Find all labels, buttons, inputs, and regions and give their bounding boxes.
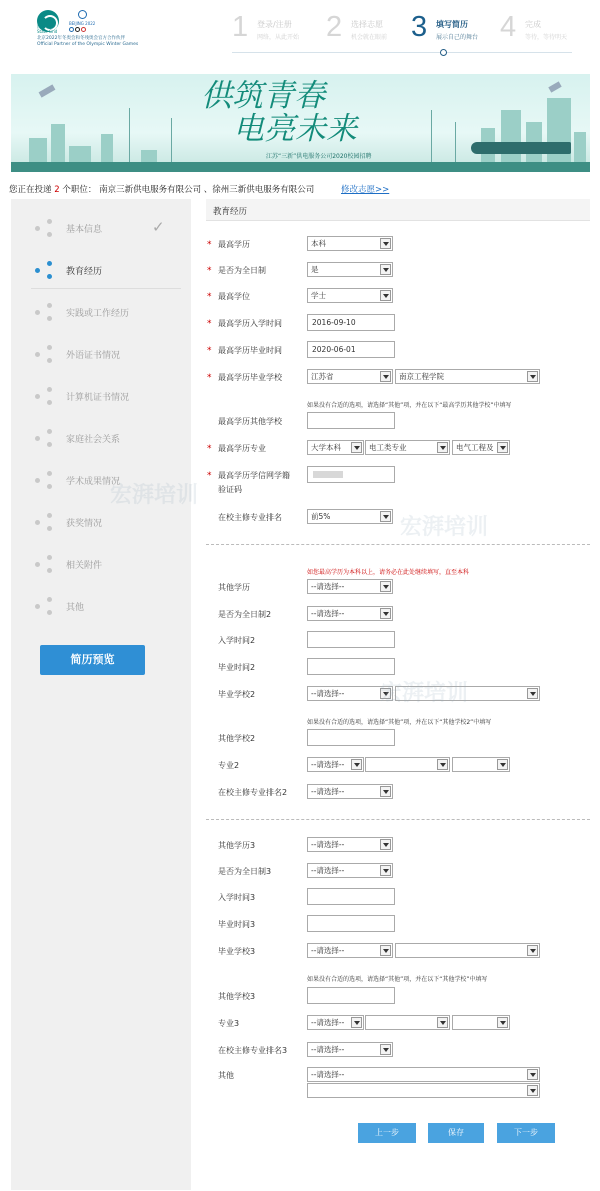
recruitment-banner <box>11 74 590 172</box>
banner-title-1: 供筑青春 <box>201 78 325 114</box>
select-value: 电工类专业 <box>369 443 407 452</box>
sidebar-item-awards[interactable] <box>11 503 191 545</box>
banner-subtitle: 江苏“三新”供电服务公司2020校园招聘 <box>266 153 372 160</box>
school-select[interactable] <box>395 369 540 384</box>
sidebar-item-label: 家庭社会关系 <box>66 435 121 445</box>
step-subtitle: 网络，从此开始 <box>257 34 300 41</box>
rank-3-select[interactable] <box>307 1042 393 1057</box>
sidebar-item-family[interactable] <box>11 419 191 461</box>
full-time-label: 是否为全日制 <box>218 266 266 275</box>
resume-preview-button[interactable]: 简历预览 <box>40 645 145 675</box>
other-degree-3-label: 其他学历3 <box>218 841 256 850</box>
chevron-down-icon <box>380 1044 391 1055</box>
grad-3-label: 毕业时间3 <box>218 920 256 929</box>
school-hint: 如果没有合适的选项，请选择“其他”项，并在以下“最高学历其他学校”中填写 <box>307 402 512 409</box>
step-2 <box>326 12 416 52</box>
select-value: --请选择-- <box>311 582 345 591</box>
chevron-down-icon <box>437 759 448 770</box>
full-time-2-select[interactable] <box>307 606 393 621</box>
chevron-down-icon <box>380 945 391 956</box>
step-number: 1 <box>232 11 249 43</box>
position-line <box>9 183 599 197</box>
full-time-3-label: 是否为全日制3 <box>218 867 272 876</box>
enroll-date-input[interactable]: 2016-09-10 <box>307 314 395 331</box>
select-value: --请选择-- <box>311 946 345 955</box>
sidebar-item-attachments[interactable] <box>11 545 191 587</box>
enroll-2-input[interactable] <box>307 631 395 648</box>
select-value: --请选择-- <box>311 689 345 698</box>
school-2-hint: 如果没有合适的选项，请选择“其他”项，并在以下“其他学校2”中填写 <box>307 719 492 726</box>
position-count: 2 <box>54 185 60 195</box>
grad-date-input[interactable]: 2020-06-01 <box>307 341 395 358</box>
sidebar-item-label: 计算机证书情况 <box>66 393 130 403</box>
select-value: 大学本科 <box>311 443 341 452</box>
share-node-icon <box>35 261 55 279</box>
share-node-icon <box>35 345 55 363</box>
logo-caption-cn: 北京2022年冬奥会和冬残奥会官方合作伙伴 <box>37 36 125 41</box>
prev-step-button[interactable]: 上一步 <box>358 1123 416 1143</box>
watermark-text: 宏湃培训 <box>400 515 489 540</box>
major-2-name-select[interactable] <box>452 757 510 772</box>
sidebar-item-label: 获奖情况 <box>66 519 103 529</box>
chevron-down-icon <box>351 1017 362 1028</box>
step-title: 填写简历 <box>436 20 468 29</box>
building-icon <box>547 98 571 172</box>
required-marker: * <box>207 444 212 454</box>
progress-line <box>232 52 572 53</box>
chevron-down-icon <box>380 238 391 249</box>
share-node-icon <box>35 471 55 489</box>
position-prefix: 您正在投递 <box>9 185 52 195</box>
sidebar-item-label: 学术成果情况 <box>66 477 121 487</box>
sidebar-item-language[interactable] <box>11 335 191 377</box>
logo-caption <box>37 36 137 48</box>
required-marker: * <box>207 471 212 481</box>
major-2-level-select[interactable] <box>307 757 364 772</box>
chevron-down-icon <box>527 1085 538 1096</box>
other-school-label: 最高学历其他学校 <box>218 417 282 426</box>
sidebar-item-label: 其他 <box>66 603 85 613</box>
rank-label: 在校主修专业排名 <box>218 513 282 522</box>
sidebar-item-education[interactable] <box>11 251 191 293</box>
required-marker: * <box>207 266 212 276</box>
chevron-down-icon <box>380 865 391 876</box>
province-2-select[interactable] <box>307 686 393 701</box>
school-3-select[interactable] <box>395 943 540 958</box>
sidebar-item-other[interactable] <box>11 587 191 629</box>
chevron-down-icon <box>351 442 362 453</box>
select-value: 是 <box>311 265 319 274</box>
step-1 <box>232 12 322 52</box>
select-value: --请选择-- <box>311 609 345 618</box>
sidebar-item-basic-info[interactable] <box>11 209 191 251</box>
chevron-down-icon <box>380 371 391 382</box>
chevron-down-icon <box>527 945 538 956</box>
grad-3-input[interactable] <box>307 915 395 932</box>
progress-steps <box>232 12 572 60</box>
sidebar-item-academic[interactable] <box>11 461 191 503</box>
step-title: 完成 <box>525 20 541 29</box>
step-4 <box>500 12 590 52</box>
major-category-select[interactable] <box>365 440 450 455</box>
step-number: 4 <box>500 11 517 43</box>
wind-turbine-icon <box>455 122 456 164</box>
required-marker: * <box>207 240 212 250</box>
major-2-category-select[interactable] <box>365 757 450 772</box>
section-divider <box>206 544 590 545</box>
chevron-down-icon <box>437 442 448 453</box>
enroll-3-input[interactable] <box>307 888 395 905</box>
major-3-name-select[interactable] <box>452 1015 510 1030</box>
share-node-icon <box>35 513 55 531</box>
sidebar-item-label: 基本信息 <box>66 225 103 235</box>
chevron-down-icon <box>380 290 391 301</box>
step-title: 选择志愿 <box>351 20 383 29</box>
chevron-down-icon <box>380 264 391 275</box>
chevron-down-icon <box>380 839 391 850</box>
other-select-1[interactable] <box>307 1067 540 1082</box>
position-companies: 南京三新供电服务有限公司 、徐州三新供电服务有限公司 <box>99 185 315 195</box>
header <box>0 0 600 72</box>
share-node-icon <box>35 597 55 615</box>
checkmark-icon: ✓ <box>152 218 165 236</box>
step-3 <box>411 12 501 52</box>
full-time-2-label: 是否为全日制2 <box>218 610 272 619</box>
xuexin-code-label-2: 验证码 <box>218 485 242 494</box>
beijing-2022-text: BEIJING 2022 <box>69 21 96 26</box>
select-value: --请选择-- <box>311 1070 345 1079</box>
enroll-3-label: 入学时间3 <box>218 893 256 902</box>
highest-degree-label: 最高学历 <box>218 240 250 249</box>
enroll-2-label: 入学时间2 <box>218 636 256 645</box>
chevron-down-icon <box>497 442 508 453</box>
logo-text-en: State Grid <box>37 29 58 34</box>
select-value: --请选择-- <box>311 1018 345 1027</box>
logo-caption-en: Official Partner of the Olympic Winter Games <box>37 42 139 47</box>
rank-2-select[interactable] <box>307 784 393 799</box>
rank-2-label: 在校主修专业排名2 <box>218 788 288 797</box>
required-marker: * <box>207 373 212 383</box>
section-title: 教育经历 <box>213 207 248 217</box>
sidebar-item-computer[interactable] <box>11 377 191 419</box>
other-school-3-input[interactable] <box>307 987 395 1004</box>
sidebar <box>11 199 191 1190</box>
province-select[interactable] <box>307 369 393 384</box>
select-value: --请选择-- <box>311 866 345 875</box>
academic-degree-label: 最高学位 <box>218 292 250 301</box>
train-icon <box>471 142 571 154</box>
major-3-label: 专业3 <box>218 1019 240 1028</box>
other-school-2-label: 其他学校2 <box>218 734 256 743</box>
chevron-down-icon <box>380 608 391 619</box>
chevron-down-icon <box>380 688 391 699</box>
rank-3-label: 在校主修专业排名3 <box>218 1046 288 1055</box>
step-number: 2 <box>326 11 343 43</box>
chevron-down-icon <box>437 1017 448 1028</box>
grad-school-label: 最高学历毕业学校 <box>218 373 282 382</box>
highest-degree-select[interactable] <box>307 236 393 251</box>
chevron-down-icon <box>527 371 538 382</box>
chevron-down-icon <box>380 511 391 522</box>
logo-text-cn: 国家电网 <box>37 24 53 29</box>
beijing-2022-logo-icon <box>69 10 99 36</box>
logo-block <box>37 10 139 55</box>
banner-ground <box>11 162 590 172</box>
full-time-select[interactable] <box>307 262 393 277</box>
select-value: 江苏省 <box>311 372 334 381</box>
satellite-icon <box>548 81 561 92</box>
sidebar-item-label: 外语证书情况 <box>66 351 121 361</box>
other-degree-label: 其他学历 <box>218 583 250 592</box>
school-2-select[interactable] <box>395 686 540 701</box>
sidebar-item-label: 实践或工作经历 <box>66 309 130 319</box>
chevron-down-icon <box>380 786 391 797</box>
state-grid-logo-text <box>37 24 67 34</box>
sidebar-item-work[interactable] <box>11 293 191 335</box>
step-subtitle: 等待，等待明天 <box>525 34 568 41</box>
other-school-2-input[interactable] <box>307 729 395 746</box>
select-value: 南京工程学院 <box>399 372 444 381</box>
chevron-down-icon <box>527 1069 538 1080</box>
share-node-icon <box>35 387 55 405</box>
other-degree-select[interactable] <box>307 579 393 594</box>
select-value: --请选择-- <box>311 787 345 796</box>
school-3-label: 毕业学校3 <box>218 947 256 956</box>
banner-title-2: 电亮未来 <box>233 111 357 147</box>
school-3-hint: 如果没有合适的选项，请选择“其他”项，并在以下“其他学校”中填写 <box>307 976 488 983</box>
change-application-link[interactable]: 修改志愿>> <box>341 185 390 195</box>
section-header <box>206 199 590 221</box>
full-time-3-select[interactable] <box>307 863 393 878</box>
select-value: --请选择-- <box>311 1045 345 1054</box>
step-title: 登录/注册 <box>257 20 292 29</box>
wind-turbine-icon <box>129 108 130 164</box>
rank-select[interactable] <box>307 509 393 524</box>
chevron-down-icon <box>527 688 538 699</box>
share-node-icon <box>35 219 55 237</box>
sidebar-item-label: 相关附件 <box>66 561 103 571</box>
sidebar-divider <box>31 288 181 289</box>
share-node-icon <box>35 303 55 321</box>
grad-2-input[interactable] <box>307 658 395 675</box>
select-value: 本科 <box>311 239 326 248</box>
chevron-down-icon <box>497 759 508 770</box>
wind-turbine-icon <box>171 118 172 164</box>
select-value: --请选择-- <box>311 840 345 849</box>
major-3-category-select[interactable] <box>365 1015 450 1030</box>
progress-indicator-icon <box>440 49 447 56</box>
select-value: 前5% <box>311 512 331 521</box>
other-school-3-label: 其他学校3 <box>218 992 256 1001</box>
enroll-date-label: 最高学历入学时间 <box>218 319 282 328</box>
share-node-icon <box>35 429 55 447</box>
satellite-icon <box>39 84 56 97</box>
chevron-down-icon <box>380 581 391 592</box>
other-select-2[interactable] <box>307 1083 540 1098</box>
step-number: 3 <box>411 11 428 43</box>
xuexin-code-input[interactable] <box>307 466 395 483</box>
academic-degree-select[interactable] <box>307 288 393 303</box>
wind-turbine-icon <box>431 110 432 164</box>
chevron-down-icon <box>497 1017 508 1028</box>
save-button[interactable]: 保存 <box>428 1123 484 1143</box>
other-label: 其他 <box>218 1071 234 1080</box>
required-marker: * <box>207 319 212 329</box>
grad-date-label: 最高学历毕业时间 <box>218 346 282 355</box>
education-form <box>206 199 590 1191</box>
extra-degree-hint: 如您最高学历为本科以上，请务必在此处继续填写，直至本科 <box>307 569 470 576</box>
major-2-label: 专业2 <box>218 761 240 770</box>
required-marker: * <box>207 292 212 302</box>
grad-2-label: 毕业时间2 <box>218 663 256 672</box>
major-3-level-select[interactable] <box>307 1015 364 1030</box>
province-3-select[interactable] <box>307 943 393 958</box>
next-step-button[interactable]: 下一步 <box>497 1123 555 1143</box>
major-label: 最高学历专业 <box>218 444 266 453</box>
other-school-input[interactable] <box>307 412 395 429</box>
school-2-label: 毕业学校2 <box>218 690 256 699</box>
position-middle: 个职位： <box>62 185 97 195</box>
section-divider <box>206 819 590 820</box>
major-level-select[interactable] <box>307 440 364 455</box>
xuexin-code-label: 最高学历学信网学籍 <box>218 471 290 480</box>
other-degree-3-select[interactable] <box>307 837 393 852</box>
sidebar-item-label: 教育经历 <box>66 267 103 277</box>
select-value: 电气工程及 <box>456 443 494 452</box>
share-node-icon <box>35 555 55 573</box>
step-subtitle: 机会就在眼前 <box>351 34 388 41</box>
chevron-down-icon <box>351 759 362 770</box>
select-value: 学士 <box>311 291 326 300</box>
required-marker: * <box>207 346 212 356</box>
major-name-select[interactable] <box>452 440 510 455</box>
step-subtitle: 展示自己的舞台 <box>436 34 479 41</box>
select-value: --请选择-- <box>311 760 345 769</box>
